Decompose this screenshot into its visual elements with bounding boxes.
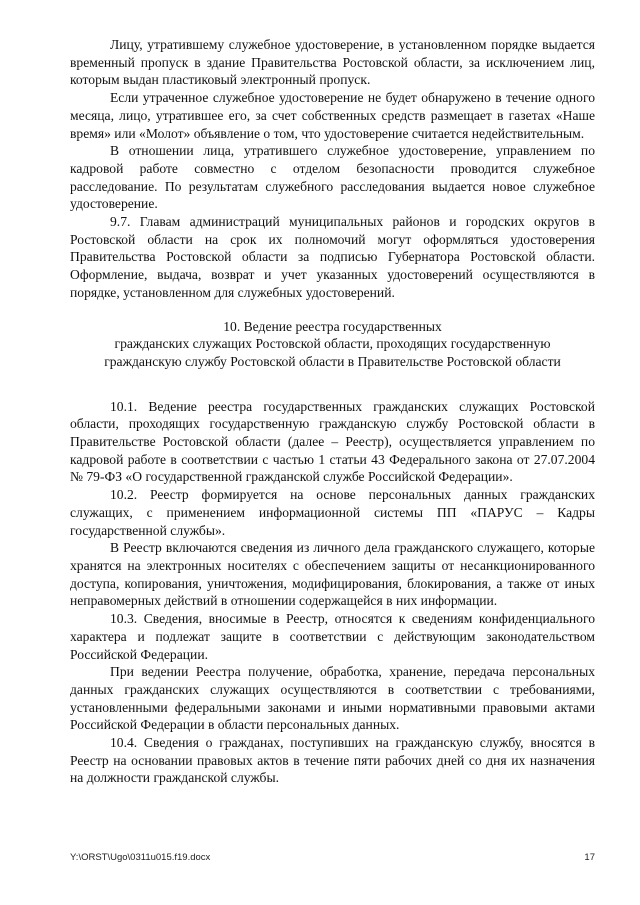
section-heading-line-1: 10. Ведение реестра государственных	[223, 318, 442, 334]
spacer	[70, 302, 595, 318]
section-heading-line-2: гражданских служащих Ростовской области, проходящих государственную	[114, 336, 551, 352]
paragraph-10-2: 10.2. Реестр формируется на основе персональных данных гражданских служащих, с применением информационной системы ПП «ПАРУС – Кадры государственной службы».	[70, 487, 595, 538]
paragraph-10-1: 10.1. Ведение реестра государственных гражданских служащих Ростовской области, проходящих государственную гражданскую службу Ростовской области в Правительстве Ростовской области (далее – Реестр), осуществляется управлением по кадровой работе в соответствии с частью 1 статьи 43 Федерального закона от 27.07.2004 № 79-ФЗ «О государственной гражданской службе Российской Федерации».	[70, 398, 595, 485]
paragraph-10-3: 10.3. Сведения, вносимые в Реестр, относятся к сведениям конфиденциального характера и подлежат защите в соответствии с действующим законодательством Российской Федерации.	[70, 611, 595, 662]
page-number: 17	[584, 852, 595, 863]
paragraph-10-4: 10.4. Сведения о гражданах, поступивших на гражданскую службу, вносятся в Реестр на основании правовых актов в течение пяти рабочих дней со дня их назначения на должности гражданской службы.	[70, 735, 595, 786]
footer-file-path: Y:\ORST\Ugo\0311u015.f19.docx	[70, 852, 211, 863]
paragraph-lost-id-announcement: Если утраченное служебное удостоверение не будет обнаружено в течение одного месяца, лицо, утратившее его, за счет собственных средств размещает в газетах «Наше время» или «Молот» объявление о том, что удостоверение считается недействительным.	[70, 90, 595, 141]
section-10-heading	[70, 318, 595, 371]
spacer	[70, 371, 595, 398]
paragraph-lost-id-investigation: В отношении лица, утратившего служебное удостоверение, управлением по кадровой работе совместно с отделом безопасности проводится служебное расследование. По результатам служебного расследования выдается новое служебное удостоверение.	[70, 143, 595, 212]
paragraph-registry-contents: В Реестр включаются сведения из личного дела гражданского служащего, которые хранятся на электронных носителях с обеспечением защиты от несанкционированного доступа, копирования, уничтожения, модифицирования, блокирования, а также от иных неправомерных действий в отношении содержащейся в них информации.	[70, 540, 595, 609]
paragraph-lost-id-temporary-pass: Лицу, утратившему служебное удостоверение, в установленном порядке выдается временный пропуск в здание Правительства Ростовской области, за исключением лиц, которым выдан пластиковый электронный пропуск.	[70, 37, 595, 88]
section-heading-line-3: гражданскую службу Ростовской области в Правительстве Ростовской области	[104, 353, 561, 369]
paragraph-9-7-municipal-heads: 9.7. Главам администраций муниципальных районов и городских округов в Ростовской области на срок их полномочий могут оформляться удостоверения Правительства Ростовской области за подписью Губернатора Ростовской области. Оформление, выдача, возврат и учет указанных удостоверений осуществляются в порядке, установленном для служебных удостоверений.	[70, 214, 595, 300]
paragraph-personal-data-processing: При ведении Реестра получение, обработка, хранение, передача персональных данных гражданских служащих осуществляются в соответствии с требованиями, установленными федеральными законами и иными нормативными правовыми актами Российской Федерации в области персональных данных.	[70, 664, 595, 733]
document-page	[70, 36, 595, 787]
